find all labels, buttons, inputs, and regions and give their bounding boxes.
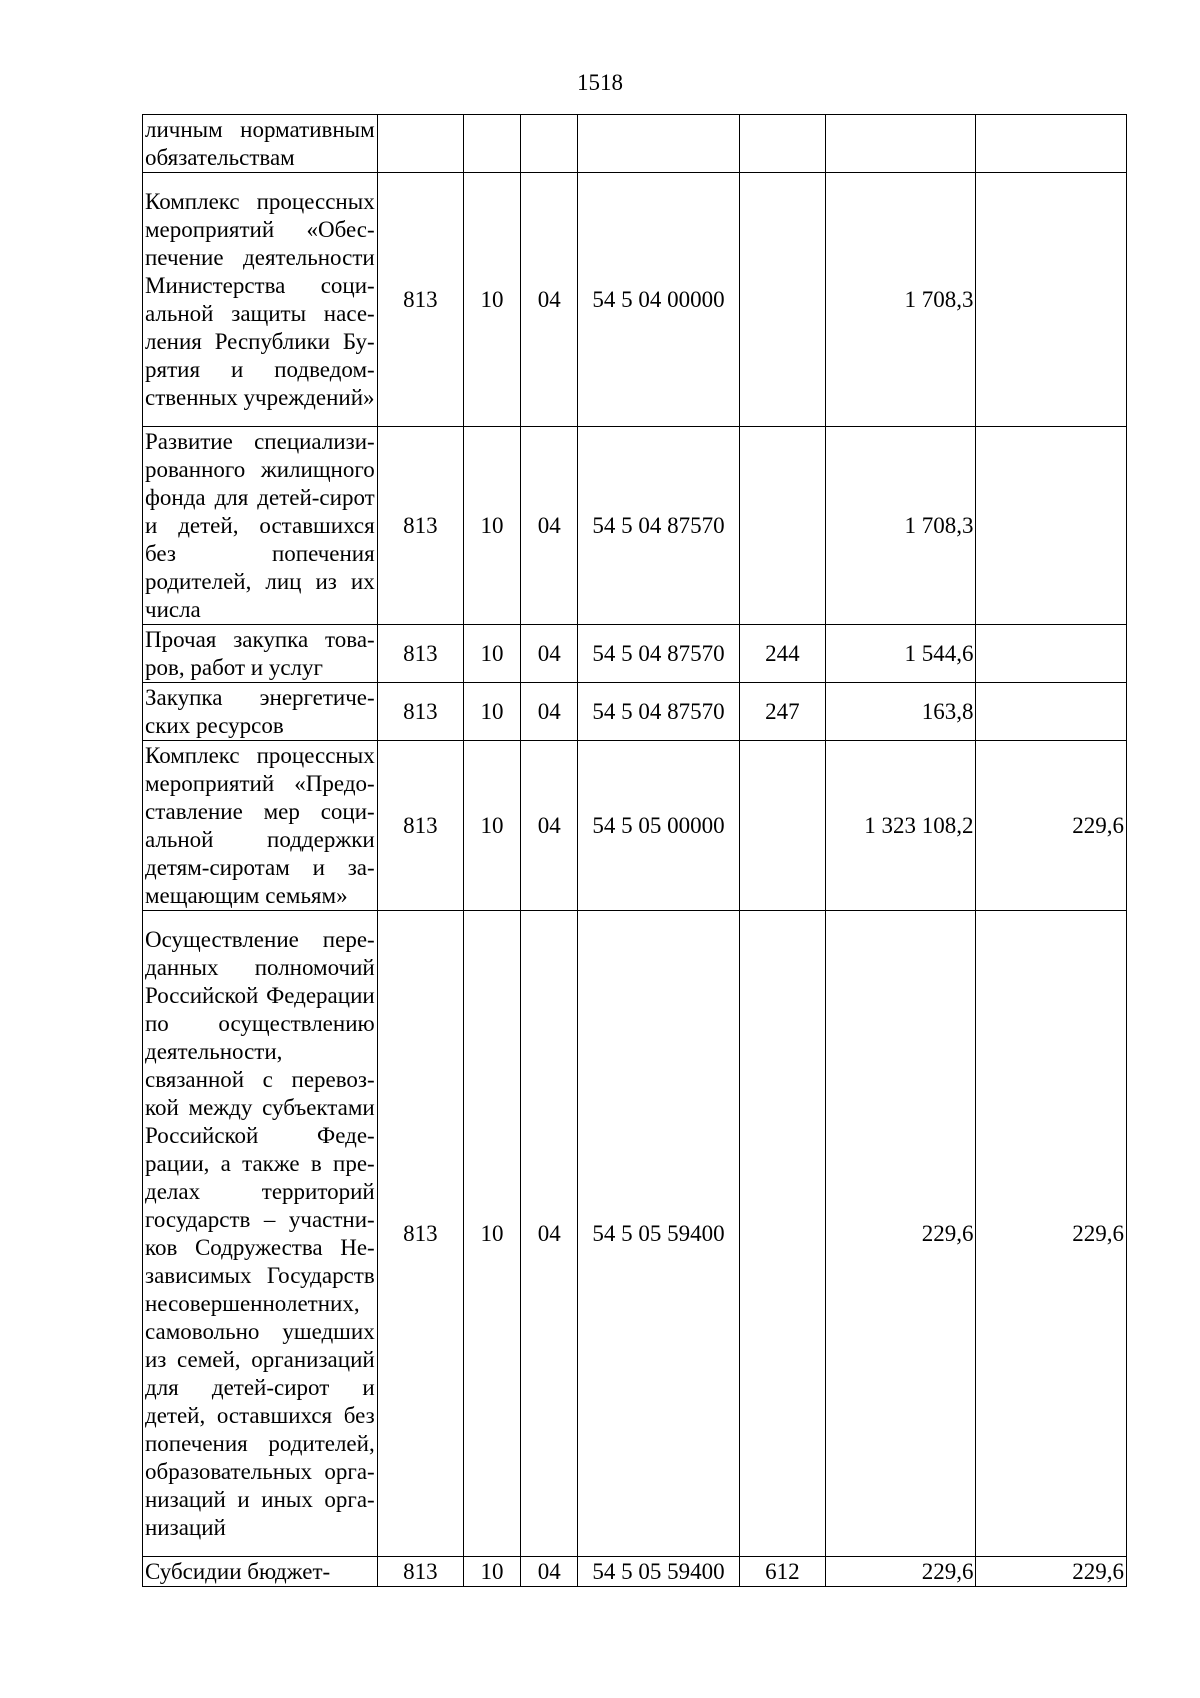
col-rz: 10 <box>463 911 520 1557</box>
col-pr: 04 <box>521 741 578 911</box>
col-gr <box>377 115 463 173</box>
row-name: Развитие специализированного жилищного фонда для детей-сирот и детей, оставшихся без попечения родителей, лиц из их числа <box>143 427 378 625</box>
col-csr <box>578 115 739 173</box>
table-row <box>143 741 1127 911</box>
col-sum: 1 544,6 <box>826 625 976 683</box>
col-pr: 04 <box>521 911 578 1557</box>
table-row <box>143 427 1127 625</box>
col-csr: 54 5 04 87570 <box>578 625 739 683</box>
col-rz: 10 <box>463 173 520 427</box>
table-row <box>143 911 1127 1557</box>
col-sum: 1 323 108,2 <box>826 741 976 911</box>
row-name: Закупка энергетических ресурсов <box>143 683 378 741</box>
col-pr: 04 <box>521 683 578 741</box>
col-pr: 04 <box>521 173 578 427</box>
table-row <box>143 173 1127 427</box>
row-name: Осуществление переданных полномочий Российской Федерации по осуществлению деятельности, связанной с перевозкой между субъектами Российской Федерации, а также в пределах территорий государств – участников Содружества Независимых Государств несовершеннолетних, самовольно ушедших из семей, организаций для детей-сирот и детей, оставшихся без попечения родителей, образовательных организаций и иных организаций <box>143 911 378 1557</box>
col-sum: 229,6 <box>826 1557 976 1587</box>
col-rz <box>463 115 520 173</box>
col-sum2 <box>976 427 1127 625</box>
col-rz: 10 <box>463 625 520 683</box>
col-csr: 54 5 05 00000 <box>578 741 739 911</box>
page-number: 1518 <box>577 70 623 95</box>
budget-table <box>142 114 1127 1587</box>
col-gr: 813 <box>377 427 463 625</box>
col-gr: 813 <box>377 683 463 741</box>
col-pr: 04 <box>521 625 578 683</box>
table-row <box>143 683 1127 741</box>
col-gr: 813 <box>377 911 463 1557</box>
col-csr: 54 5 04 00000 <box>578 173 739 427</box>
col-sum: 163,8 <box>826 683 976 741</box>
col-gr: 813 <box>377 625 463 683</box>
col-vr <box>739 741 825 911</box>
table-row <box>143 1557 1127 1587</box>
col-sum: 1 708,3 <box>826 173 976 427</box>
table-row <box>143 115 1127 173</box>
col-pr <box>521 115 578 173</box>
col-vr: 612 <box>739 1557 825 1587</box>
col-sum2 <box>976 625 1127 683</box>
col-vr <box>739 173 825 427</box>
col-rz: 10 <box>463 683 520 741</box>
col-vr <box>739 427 825 625</box>
col-pr: 04 <box>521 427 578 625</box>
col-csr: 54 5 05 59400 <box>578 911 739 1557</box>
col-sum2 <box>976 173 1127 427</box>
col-csr: 54 5 04 87570 <box>578 683 739 741</box>
col-vr <box>739 911 825 1557</box>
row-name: Прочая закупка товаров, работ и услуг <box>143 625 378 683</box>
table-row <box>143 625 1127 683</box>
row-name: Комплекс процессных мероприятий «Обеспечение деятельности Министерства социальной защиты населения Республики Бурятия и подведомственных учреждений» <box>143 173 378 427</box>
col-sum2: 229,6 <box>976 741 1127 911</box>
col-rz: 10 <box>463 741 520 911</box>
col-pr: 04 <box>521 1557 578 1587</box>
col-gr: 813 <box>377 741 463 911</box>
row-name: Комплекс процессных мероприятий «Предоставление мер социальной поддержки детям-сиротам и замещающим семьям» <box>143 741 378 911</box>
col-vr <box>739 115 825 173</box>
col-sum2 <box>976 683 1127 741</box>
col-csr: 54 5 04 87570 <box>578 427 739 625</box>
col-sum2 <box>976 115 1127 173</box>
col-sum2: 229,6 <box>976 911 1127 1557</box>
col-gr: 813 <box>377 173 463 427</box>
row-name: Субсидии бюджет- <box>143 1557 378 1587</box>
col-gr: 813 <box>377 1557 463 1587</box>
col-vr: 247 <box>739 683 825 741</box>
col-vr: 244 <box>739 625 825 683</box>
col-rz: 10 <box>463 1557 520 1587</box>
col-sum <box>826 115 976 173</box>
col-sum: 229,6 <box>826 911 976 1557</box>
col-rz: 10 <box>463 427 520 625</box>
col-sum2: 229,6 <box>976 1557 1127 1587</box>
row-name: личным нормативным обязательствам <box>143 115 378 173</box>
col-sum: 1 708,3 <box>826 427 976 625</box>
col-csr: 54 5 05 59400 <box>578 1557 739 1587</box>
